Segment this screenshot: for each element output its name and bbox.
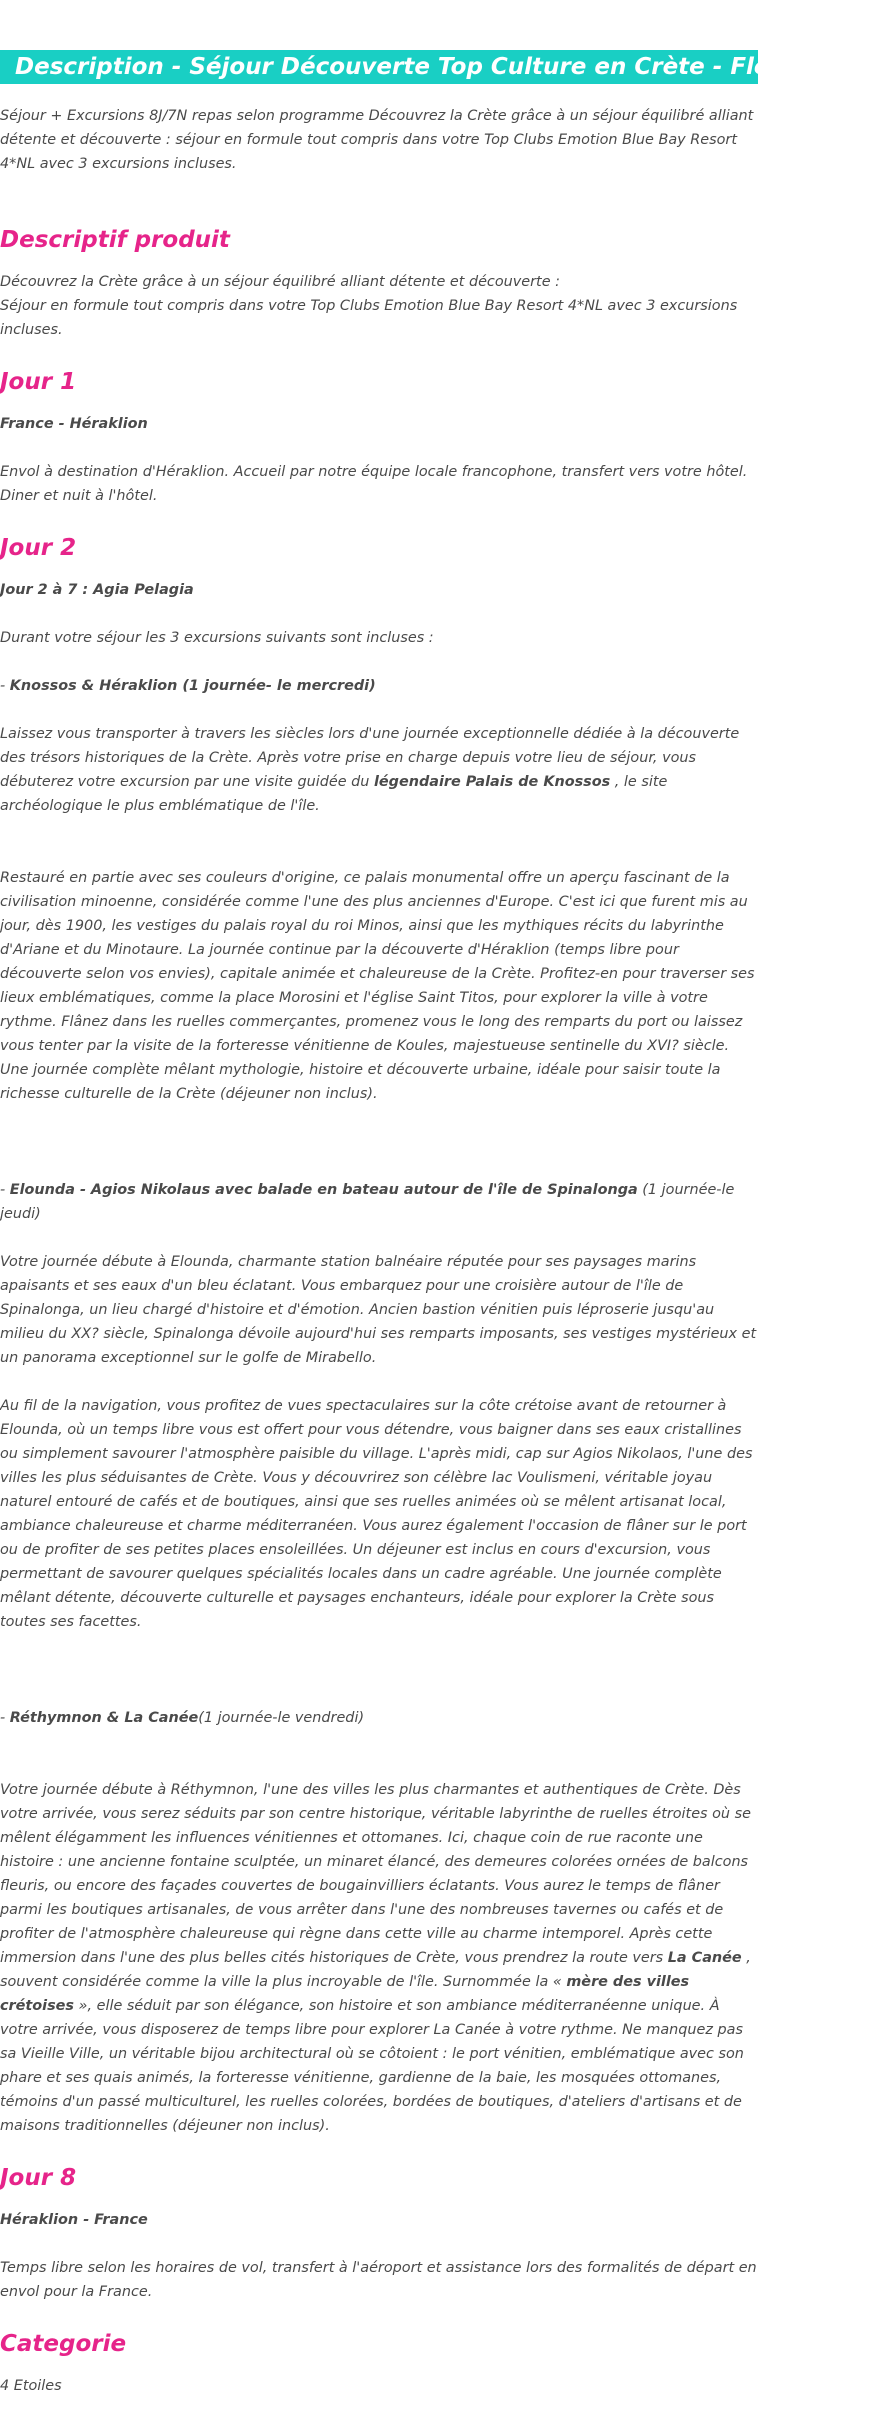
excursion-3-when: (1 journée-le vendredi) — [198, 1710, 365, 1726]
excursion-1-p1-before: Laissez vous transporter à travers les siècles lors d'une journée exceptionnelle dédiée à la découverte des trésors historiques de la Crète. Après votre prise en charge depuis votre lieu de séjour, vous débuterez votre excursion par une visite guidée du — [0, 726, 740, 790]
excursion-1-name: Knossos & Héraklion (1 journée- le mercredi) — [9, 678, 376, 694]
jour-8-heading: Jour 8 — [0, 2165, 77, 2191]
jour-2-subtitle: Jour 2 à 7 : Agia Pelagia — [0, 582, 194, 598]
jour-2-intro: Durant votre séjour les 3 excursions suivants sont incluses : — [0, 630, 434, 646]
descriptif-line-1: Découvrez la Crète grâce à un séjour équilibré alliant détente et découverte : — [0, 274, 560, 290]
excursion-1-title — [0, 674, 758, 698]
excursion-3-title — [0, 1706, 758, 1730]
excursion-3-mere-des-villes: mère des villes crétoises — [0, 1974, 690, 2014]
categorie-section — [0, 2328, 758, 2398]
excursion-3-dash: - — [0, 1710, 10, 1726]
jour-8-text: Temps libre selon les horaires de vol, transfert à l'aéroport et assistance lors des formalités de départ en envol pour la France. — [0, 2260, 757, 2300]
jour-1-subtitle: France - Héraklion — [0, 416, 148, 432]
excursion-3-la-canee: La Canée — [667, 1950, 742, 1966]
excursion-3-part-e: », elle séduit par son élégance, son histoire et son ambiance méditerranéenne unique. À votre arrivée, vous disposerez de temps libre pour explorer La Canée à votre rythme. Ne manquez pas sa Vieille Ville, un véritable bijou architectural où se côtoient : le port vénitien, emblématique avec son phare et ses quais animés, la forteresse vénitienne, gardienne de la baie, les mosquées ottomanes, témoins d'un passé multiculturel, les ruelles colorées, bordées de boutiques, d'ateliers d'artisans et de maisons traditionnelles (déjeuner non inclus). — [0, 1998, 744, 2134]
jour-2-section — [0, 532, 758, 2138]
excursion-1-p1-after: , le site archéologique le plus emblématique de l'île. — [0, 774, 668, 814]
excursion-2-paragraph-1: Votre journée débute à Elounda, charmante station balnéaire réputée pour ses paysages marins apaisants et ses eaux d'un bleu éclatant. Vous embarquez pour une croisière autour de l'île de Spinalonga, un lieu chargé d'histoire et d'émotion. Ancien bastion vénitien puis léproserie jusqu'au milieu du XX? siècle, Spinalonga dévoile aujourd'hui ses remparts imposants, ses vestiges mystérieux et un panorama exceptionnel sur le golfe de Mirabello. — [0, 1254, 757, 1366]
excursion-1-paragraph-1 — [0, 722, 758, 818]
intro-text: Séjour + Excursions 8J/7N repas selon programme Découvrez la Crète grâce à un séjour équilibré alliant détente et découverte : séjour en formule tout compris dans votre Top Clubs Emotion Blue Bay Resort 4*NL avec 3 excursions incluses. — [0, 108, 754, 172]
descriptif-line-2: Séjour en formule tout compris dans votre Top Clubs Emotion Blue Bay Resort 4*NL avec 3 excursions incluses. — [0, 298, 738, 338]
excursion-2-name: Elounda - Agios Nikolaus avec balade en bateau autour de l'île de Spinalonga — [9, 1182, 638, 1198]
excursion-3-part-a: Votre journée débute à Réthymnon, l'une des villes les plus charmantes et authentiques de Crète. Dès votre arrivée, vous serez séduits par son centre historique, véritable labyrinthe de ruelles étroites où se mêlent élégamment les influences vénitiennes et ottomanes. Ici, chaque coin de rue raconte une histoire : une ancienne fontaine sculptée, un minaret élancé, des demeures colorées ornées de balcons fleuris, ou encore des façades couvertes de bougainvilliers éclatants. Vous aurez le temps de flâner parmi les boutiques artisanales, de vous arrêter dans l'une des nombreuses tavernes ou cafés et de profiter de l'atmosphère chaleureuse qui règne dans cette ville au charme intemporel. Après cette immersion dans l'une des plus belles cités historiques de Crète, vous prendrez la route vers — [0, 1782, 751, 1966]
excursion-2-dash: - — [0, 1182, 10, 1198]
jour-8-section — [0, 2162, 758, 2304]
jour-1-heading: Jour 1 — [0, 369, 77, 395]
jour-1-section — [0, 366, 758, 508]
excursion-3-paragraph — [0, 1778, 758, 2138]
excursion-2-title — [0, 1178, 758, 1226]
excursion-2-paragraph-2: Au fil de la navigation, vous profitez de vues spectaculaires sur la côte crétoise avant de retourner à Elounda, où un temps libre vous est offert pour vous détendre, vous baigner dans ses eaux cristallines ou simplement savourer l'atmosphère paisible du village. L'après midi, cap sur Agios Nikolaos, l'une des villes les plus séduisantes de Crète. Vous y découvrirez son célèbre lac Voulismeni, véritable joyau naturel entouré de cafés et de boutiques, ainsi que ses ruelles animées où se mêlent artisanat local, ambiance chaleureuse et charme méditerranéen. Vous aurez également l'occasion de flâner sur le port ou de profiter de ses petites places ensoleillées. Un déjeuner est inclus en cours d'excursion, vous permettant de savourer quelques spécialités locales dans un cadre agréable. Une journée complète mêlant détente, découverte culturelle et paysages enchanteurs, idéale pour explorer la Crète sous toutes ses facettes. — [0, 1398, 753, 1630]
categorie-heading: Categorie — [0, 2331, 127, 2357]
excursion-2-when: (1 journée-le jeudi) — [0, 1182, 735, 1222]
excursion-3-part-c: , souvent considérée comme la ville la plus incroyable de l'île. Surnommée la « — [0, 1950, 751, 1990]
jour-2-heading: Jour 2 — [0, 535, 77, 561]
jour-8-subtitle: Héraklion - France — [0, 2212, 148, 2228]
excursion-1-paragraph-2: Restauré en partie avec ses couleurs d'origine, ce palais monumental offre un aperçu fascinant de la civilisation minoenne, considérée comme l'une des plus anciennes d'Europe. C'est ici que furent mis au jour, dès 1900, les vestiges du palais royal du roi Minos, ainsi que les mythiques récits du labyrinthe d'Ariane et du Minotaure. La journée continue par la découverte d'Héraklion (temps libre pour découverte selon vos envies), capitale animée et chaleureuse de la Crète. Profitez-en pour traverser ses lieux emblématiques, comme la place Morosini et l'église Saint Titos, pour explorer la ville à votre rythme. Flânez dans les ruelles commerçantes, promenez vous le long des remparts du port ou laissez vous tenter par la visite de la forteresse vénitienne de Koules, majestueuse sentinelle du XVI? siècle. Une journée complète mêlant mythologie, histoire et découverte urbaine, idéale pour saisir toute la richesse culturelle de la Crète (déjeuner non inclus). — [0, 870, 755, 1102]
excursion-1-p1-bold: légendaire Palais de Knossos — [373, 774, 611, 790]
descriptif-section — [0, 224, 758, 342]
jour-1-text: Envol à destination d'Héraklion. Accueil par notre équipe locale francophone, transfert vers votre hôtel. Diner et nuit à l'hôtel. — [0, 464, 748, 504]
excursion-1-dash: - — [0, 678, 10, 694]
categorie-value: 4 Etoiles — [0, 2378, 62, 2394]
excursion-3-name: Réthymnon & La Canée — [9, 1710, 199, 1726]
descriptif-heading: Descriptif produit — [0, 227, 230, 253]
description-banner: Description - Séjour Découverte Top Culture en Crète - Flex - Crète — [0, 50, 758, 84]
